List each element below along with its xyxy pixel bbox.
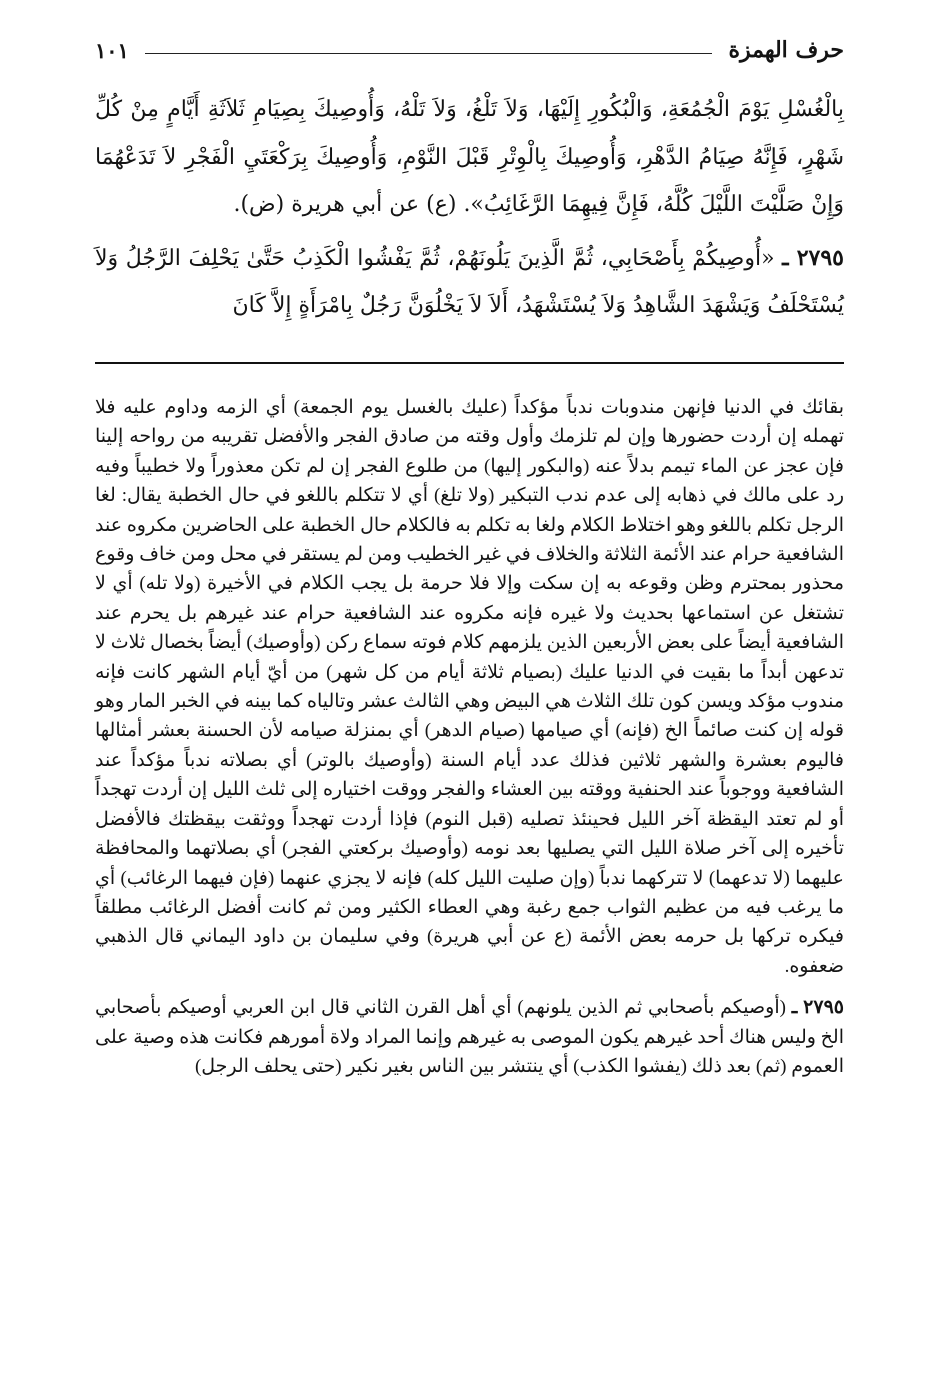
hadith-continuation: بِالْغُسْلِ يَوْمَ الْجُمُعَةِ، وَالْبُكُورِ إِلَيْهَا، وَلاَ تَلْغُ، وَلاَ تَلْهُ، وَأُوصِيكَ بِصِيَامِ ثَلاَثَةِ أَيَّامٍ مِنْ كُلِّ شَهْرٍ، فَإِنَّهُ صِيَامُ الدَّهْرِ، وَأُوصِيكَ بِالْوِتْرِ قَبْلَ النَّوْمِ، وَأُوصِيكَ بِرَكْعَتَيِ الْفَجْرِ لاَ تَدَعْهُمَا وَإِنْ صَلَّيْتَ اللَّيْلَ كُلَّهُ، فَإِنَّ فِيهِمَا الرَّغَائِبُ». (ع) عن أبي هريرة (ض). (95, 97, 844, 217)
commentary-text: (أوصيكم بأصحابي ثم الذين يلونهم) أي أهل القرن الثاني قال ابن العربي أوصيكم بأصحابي الخ وليس هناك أحد غيرهم يكون الموصى به غيرهم وإنما المراد ولاة أمورهم فكانت هذه وصية على العموم (ثم) بعد ذلك (يفشوا الكذب) أي ينتشر بين الناس بغير نكير (حتى يحلف الرجل) (95, 997, 844, 1077)
commentary-section (95, 393, 844, 1081)
commentary-hadith-number: ٢٧٩٥ ـ (791, 997, 844, 1019)
hadith-2795 (95, 235, 844, 330)
hadith-quote: «أُوصِيكُمْ بِأَصْحَابِي، ثُمَّ الَّذِينَ يَلُونَهُمْ، ثُمَّ يَفْشُوا الْكَذِبُ حَتَّىٰ يَحْلِفَ الرَّجُلُ وَلاَ يُسْتَحْلَفُ وَيَشْهَدَ الشَّاهِدُ وَلاَ يُسْتَشْهَدُ، أَلاَ لاَ يَخْلُوَنَّ رَجُلٌ بِامْرَأَةٍ إِلاَّ كَانَ (95, 245, 844, 318)
chapter-title: حرف الهمزة (728, 37, 844, 63)
hadith-text-section (95, 86, 844, 330)
section-divider (95, 362, 844, 364)
page-header (95, 30, 844, 70)
page-number: ١٠١ (95, 37, 129, 63)
commentary-paragraph-2795 (95, 993, 844, 1081)
hadith-number: ٢٧٩٥ ـ (782, 244, 844, 271)
header-rule (145, 53, 713, 54)
commentary-paragraph: بقائك في الدنيا فإنهن مندوبات ندباً مؤكداً (عليك بالغسل يوم الجمعة) أي الزمه وداوم عليه فلا تهمله إن أردت حضورها وإن لم تلزمك وأول وقته من صادق الفجر والأفضل تقريبه من رواحه إلينا فإن عجز عن الماء تيمم بدلاً عنه (والبكور إليها) من طلوع الفجر إن لم تكن معذوراً ولا خطيباً وفيه رد على مالك في ذهابه إلى عدم ندب التبكير (ولا تلغ) أي لا تتكلم باللغو في حال الخطبة يقال: لغا الرجل تكلم باللغو وهو اختلاط الكلام ولغا به تكلم به فالكلام حال الخطبة على الحاضرين مكروه عند الشافعية حرام عند الأئمة الثلاثة والخلاف في غير الخطيب ومن لم يستقر في محل ومن خاف وقوع محذور بمحترم وظن وقوعه به إن سكت وإلا فلا حرمة بل يجب الكلام في الأخيرة (ولا تله) أي لا تشتغل عن استماعها بحديث ولا غيره فإنه مكروه عند الشافعية حرام عند غيرهم بل يحرم عند الشافعية أيضاً على بعض الأربعين الذين يلزمهم كلام فوته سماع ركن (وأوصيك) أيضاً بخصال ثلاث لا تدعهن أبداً ما بقيت في الدنيا عليك (بصيام ثلاثة أيام من كل شهر) من أيّ أيام الشهر كانت فإنه مندوب مؤكد ويسن كون تلك الثلاث هي البيض وهي الثالث عشر وتالياه كما بينه في الخبر المار وهو قوله إن كنت صائماً الخ (فإنه) أي صيامها (صيام الدهر) أي بمنزلة صيامه لأن الحسنة بعشر أمثالها فاليوم بعشرة والشهر ثلاثين فذلك عدد أيام السنة (وأوصيك بالوتر) أي بصلاته ندباً مؤكداً عند الشافعية ووجوباً عند الحنفية ووقته بين العشاء والفجر ووقت اختياره إلى ثلث الليل إن أردت تهجداً أو لم تعتد اليقظة آخر الليل فحينئذ تصليه (قبل النوم) فإذا أردت تهجداً ووثقت بيقظتك فالأفضل تأخيره إلى آخر صلاة الليل التي يصليها بعد نومه (وأوصيك بركعتي الفجر) أي بصلاتهما والمحافظة عليهما (لا تدعهما) لا تتركهما ندباً (وإن صليت الليل كله) فإنه لا يجزي عنهما (فإن فيهما الرغائب) أي ما يرغب فيه من عظيم الثواب جمع رغبة وهي العطاء الكثير ومن ثم كانت أفضل الرغائب مطلقاً فيكره تركها بل حرمه بعض الأئمة (ع عن أبي هريرة) وفي سليمان بن داود اليماني قال الذهبي ضعفوه. (95, 397, 844, 977)
